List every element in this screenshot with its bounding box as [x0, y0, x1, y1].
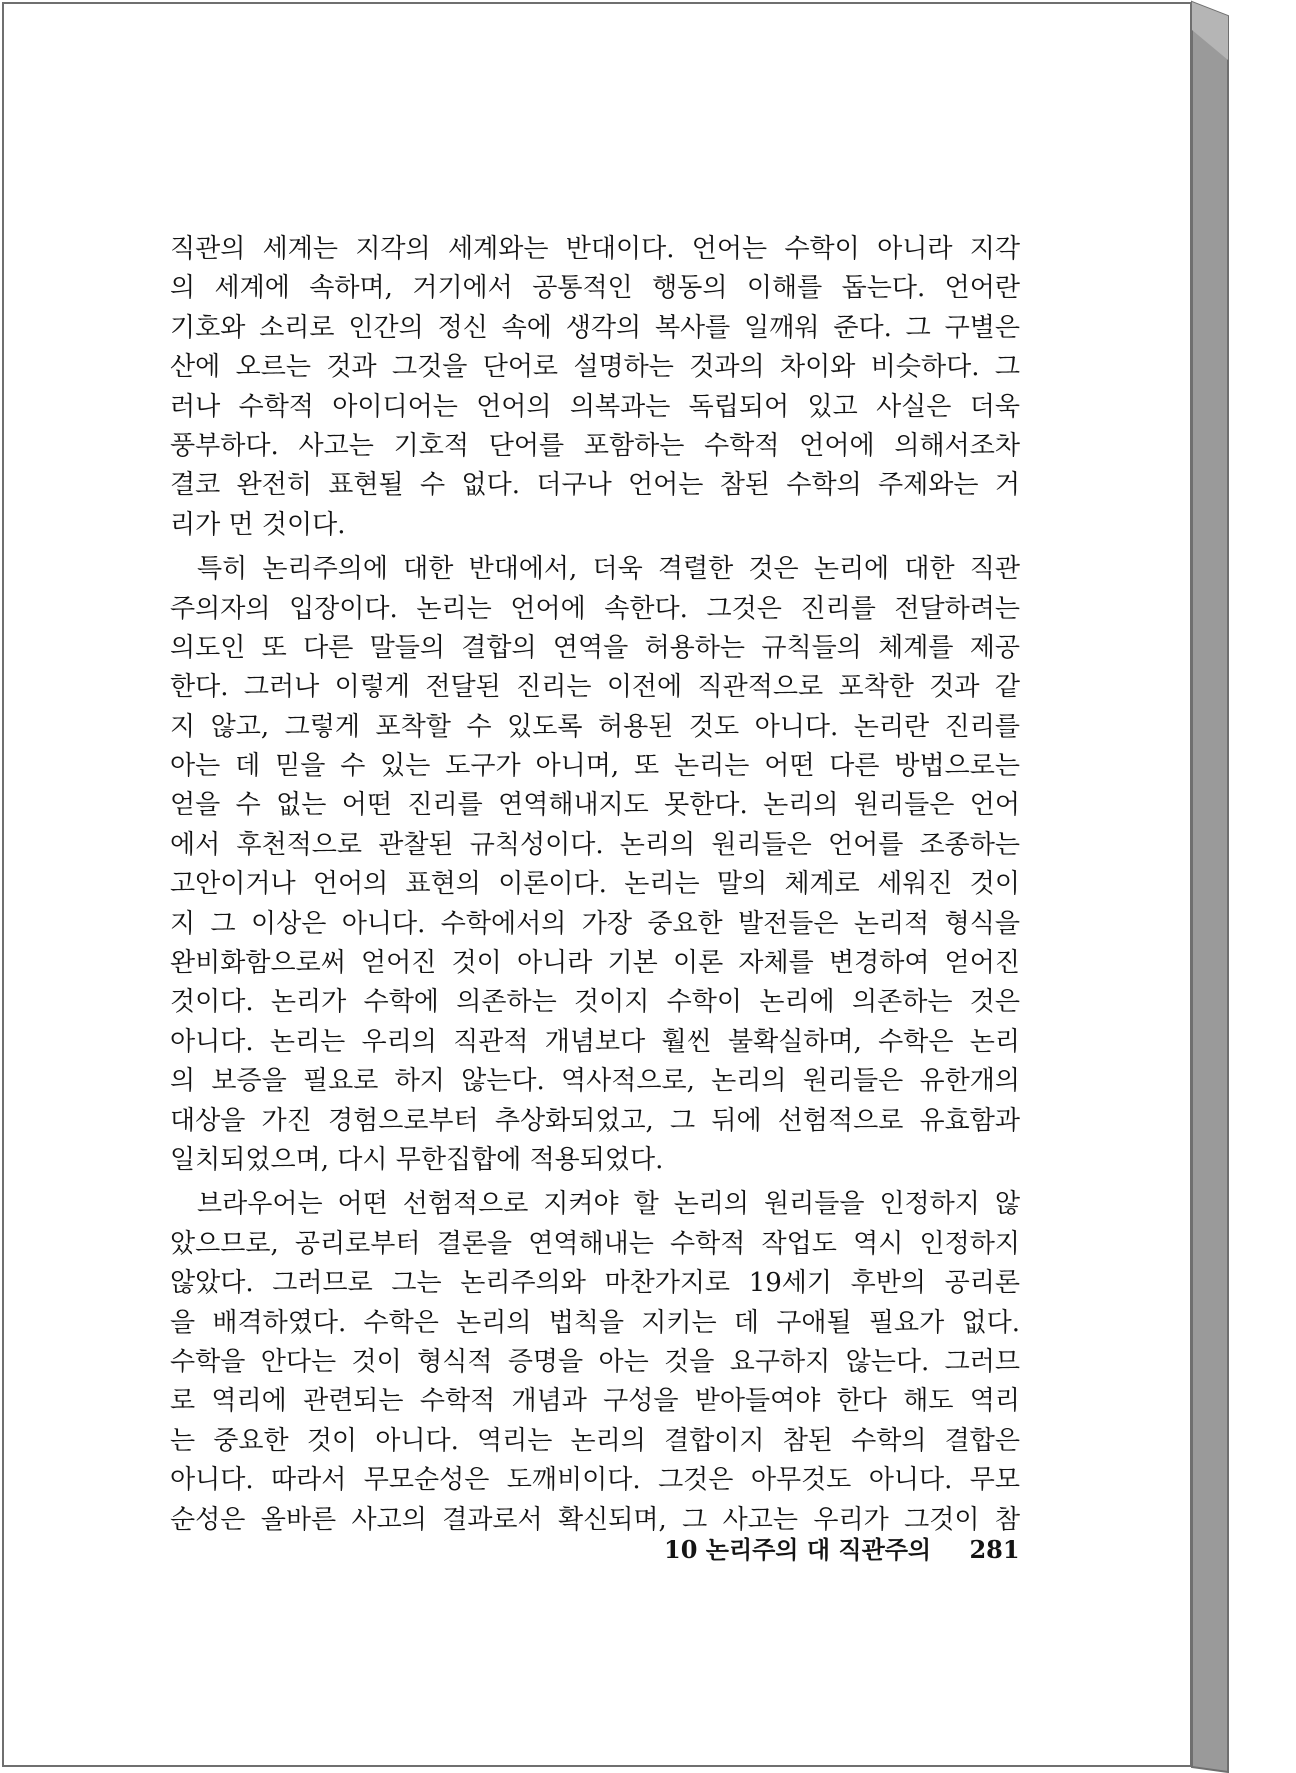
- book-side-face: [1192, 2, 1228, 1772]
- paragraph: [170, 550, 1020, 1180]
- text-line: 한다. 그러나 이렇게 전달된 진리는 이전에 직관적으로 포착한 것과 같: [170, 672, 1020, 703]
- text-line: 직관의 세계는 지각의 세계와는 반대이다. 언어는 수학이 아니라 지각: [170, 234, 1020, 264]
- text-line: 을 배격하였다. 수학은 논리의 법칙을 지키는 데 구애될 필요가 없다.: [170, 1307, 1020, 1338]
- text-line: 브라우어는 어떤 선험적으로 지켜야 할 논리의 원리들을 인정하지 않: [197, 1189, 1020, 1220]
- paragraph: [170, 1185, 1020, 1540]
- text-line: 완비화함으로써 얻어진 것이 아니라 기본 이론 자체를 변경하여 얻어진: [170, 948, 1020, 979]
- text-line: 산에 오르는 것과 그것을 단어로 설명하는 것과의 차이와 비슷하다. 그: [170, 352, 1020, 383]
- text-line: 지 그 이상은 아니다. 수학에서의 가장 중요한 발전들은 논리적 형식을: [170, 908, 1020, 939]
- text-line: 풍부하다. 사고는 기호적 단어를 포함하는 수학적 언어에 의해서조차: [170, 430, 1020, 461]
- page-number: 281: [969, 1535, 1020, 1564]
- running-head: 10 논리주의 대 직관주의: [664, 1535, 932, 1564]
- text-line: 지 않고, 그렇게 포착할 수 있도록 허용된 것도 아니다. 논리란 진리를: [170, 711, 1020, 742]
- paragraph: [170, 230, 1020, 545]
- text-line: 아니다. 논리는 우리의 직관적 개념보다 훨씬 불확실하며, 수학은 논리: [170, 1026, 1020, 1057]
- text-line: 아니다. 따라서 무모순성은 도깨비이다. 그것은 아무것도 아니다. 무모: [170, 1465, 1020, 1496]
- text-line: 의 보증을 필요로 하지 않는다. 역사적으로, 논리의 원리들은 유한개의: [170, 1066, 1020, 1097]
- text-line: 는 중요한 것이 아니다. 역리는 논리의 결합이지 참된 수학의 결합은: [170, 1425, 1020, 1456]
- book-page: [2, 2, 1192, 1767]
- text-line: 일치되었으며, 다시 무한집합에 적용되었다.: [170, 1144, 664, 1175]
- page-body-text: [170, 230, 1020, 1540]
- text-line: 얻을 수 없는 어떤 진리를 연역해내지도 못한다. 논리의 원리들은 언어: [170, 790, 1020, 821]
- text-line: 특히 논리주의에 대한 반대에서, 더욱 격렬한 것은 논리에 대한 직관: [197, 554, 1020, 585]
- text-line: 로 역리에 관련되는 수학적 개념과 구성을 받아들여야 한다 해도 역리: [170, 1386, 1020, 1417]
- text-line: 기호와 소리로 인간의 정신 속에 생각의 복사를 일깨워 준다. 그 구별은: [170, 312, 1020, 343]
- page-footer: [664, 1530, 1020, 1565]
- text-line: 것이다. 논리가 수학에 의존하는 것이지 수학이 논리에 의존하는 것은: [170, 987, 1020, 1018]
- text-line: 아는 데 믿을 수 있는 도구가 아니며, 또 논리는 어떤 다른 방법으로는: [170, 751, 1020, 782]
- text-line: 리가 먼 것이다.: [170, 509, 346, 540]
- text-line: 결코 완전히 표현될 수 없다. 더구나 언어는 참된 수학의 주제와는 거: [170, 470, 1020, 501]
- text-line: 주의자의 입장이다. 논리는 언어에 속한다. 그것은 진리를 전달하려는: [170, 593, 1020, 624]
- text-line: 고안이거나 언어의 표현의 이론이다. 논리는 말의 체계로 세워진 것이: [170, 869, 1020, 900]
- text-line: 의도인 또 다른 말들의 결합의 연역을 허용하는 규칙들의 체계를 제공: [170, 632, 1020, 663]
- text-line: 않았다. 그러므로 그는 논리주의와 마찬가지로 19세기 후반의 공리론: [170, 1268, 1020, 1299]
- text-line: 수학을 안다는 것이 형식적 증명을 아는 것을 요구하지 않는다. 그러므: [170, 1346, 1020, 1377]
- text-line: 았으므로, 공리로부터 결론을 연역해내는 수학적 작업도 역시 인정하지: [170, 1228, 1020, 1259]
- text-line: 의 세계에 속하며, 거기에서 공통적인 행동의 이해를 돕는다. 언어란: [170, 273, 1020, 304]
- text-line: 대상을 가진 경험으로부터 추상화되었고, 그 뒤에 선험적으로 유효함과: [170, 1105, 1020, 1136]
- text-line: 러나 수학적 아이디어는 언어의 의복과는 독립되어 있고 사실은 더욱: [170, 391, 1020, 422]
- text-line: 순성은 올바른 사고의 결과로서 확신되며, 그 사고는 우리가 그것이 참: [170, 1504, 1020, 1535]
- text-line: 에서 후천적으로 관찰된 규칙성이다. 논리의 원리들은 언어를 조종하는: [170, 829, 1020, 860]
